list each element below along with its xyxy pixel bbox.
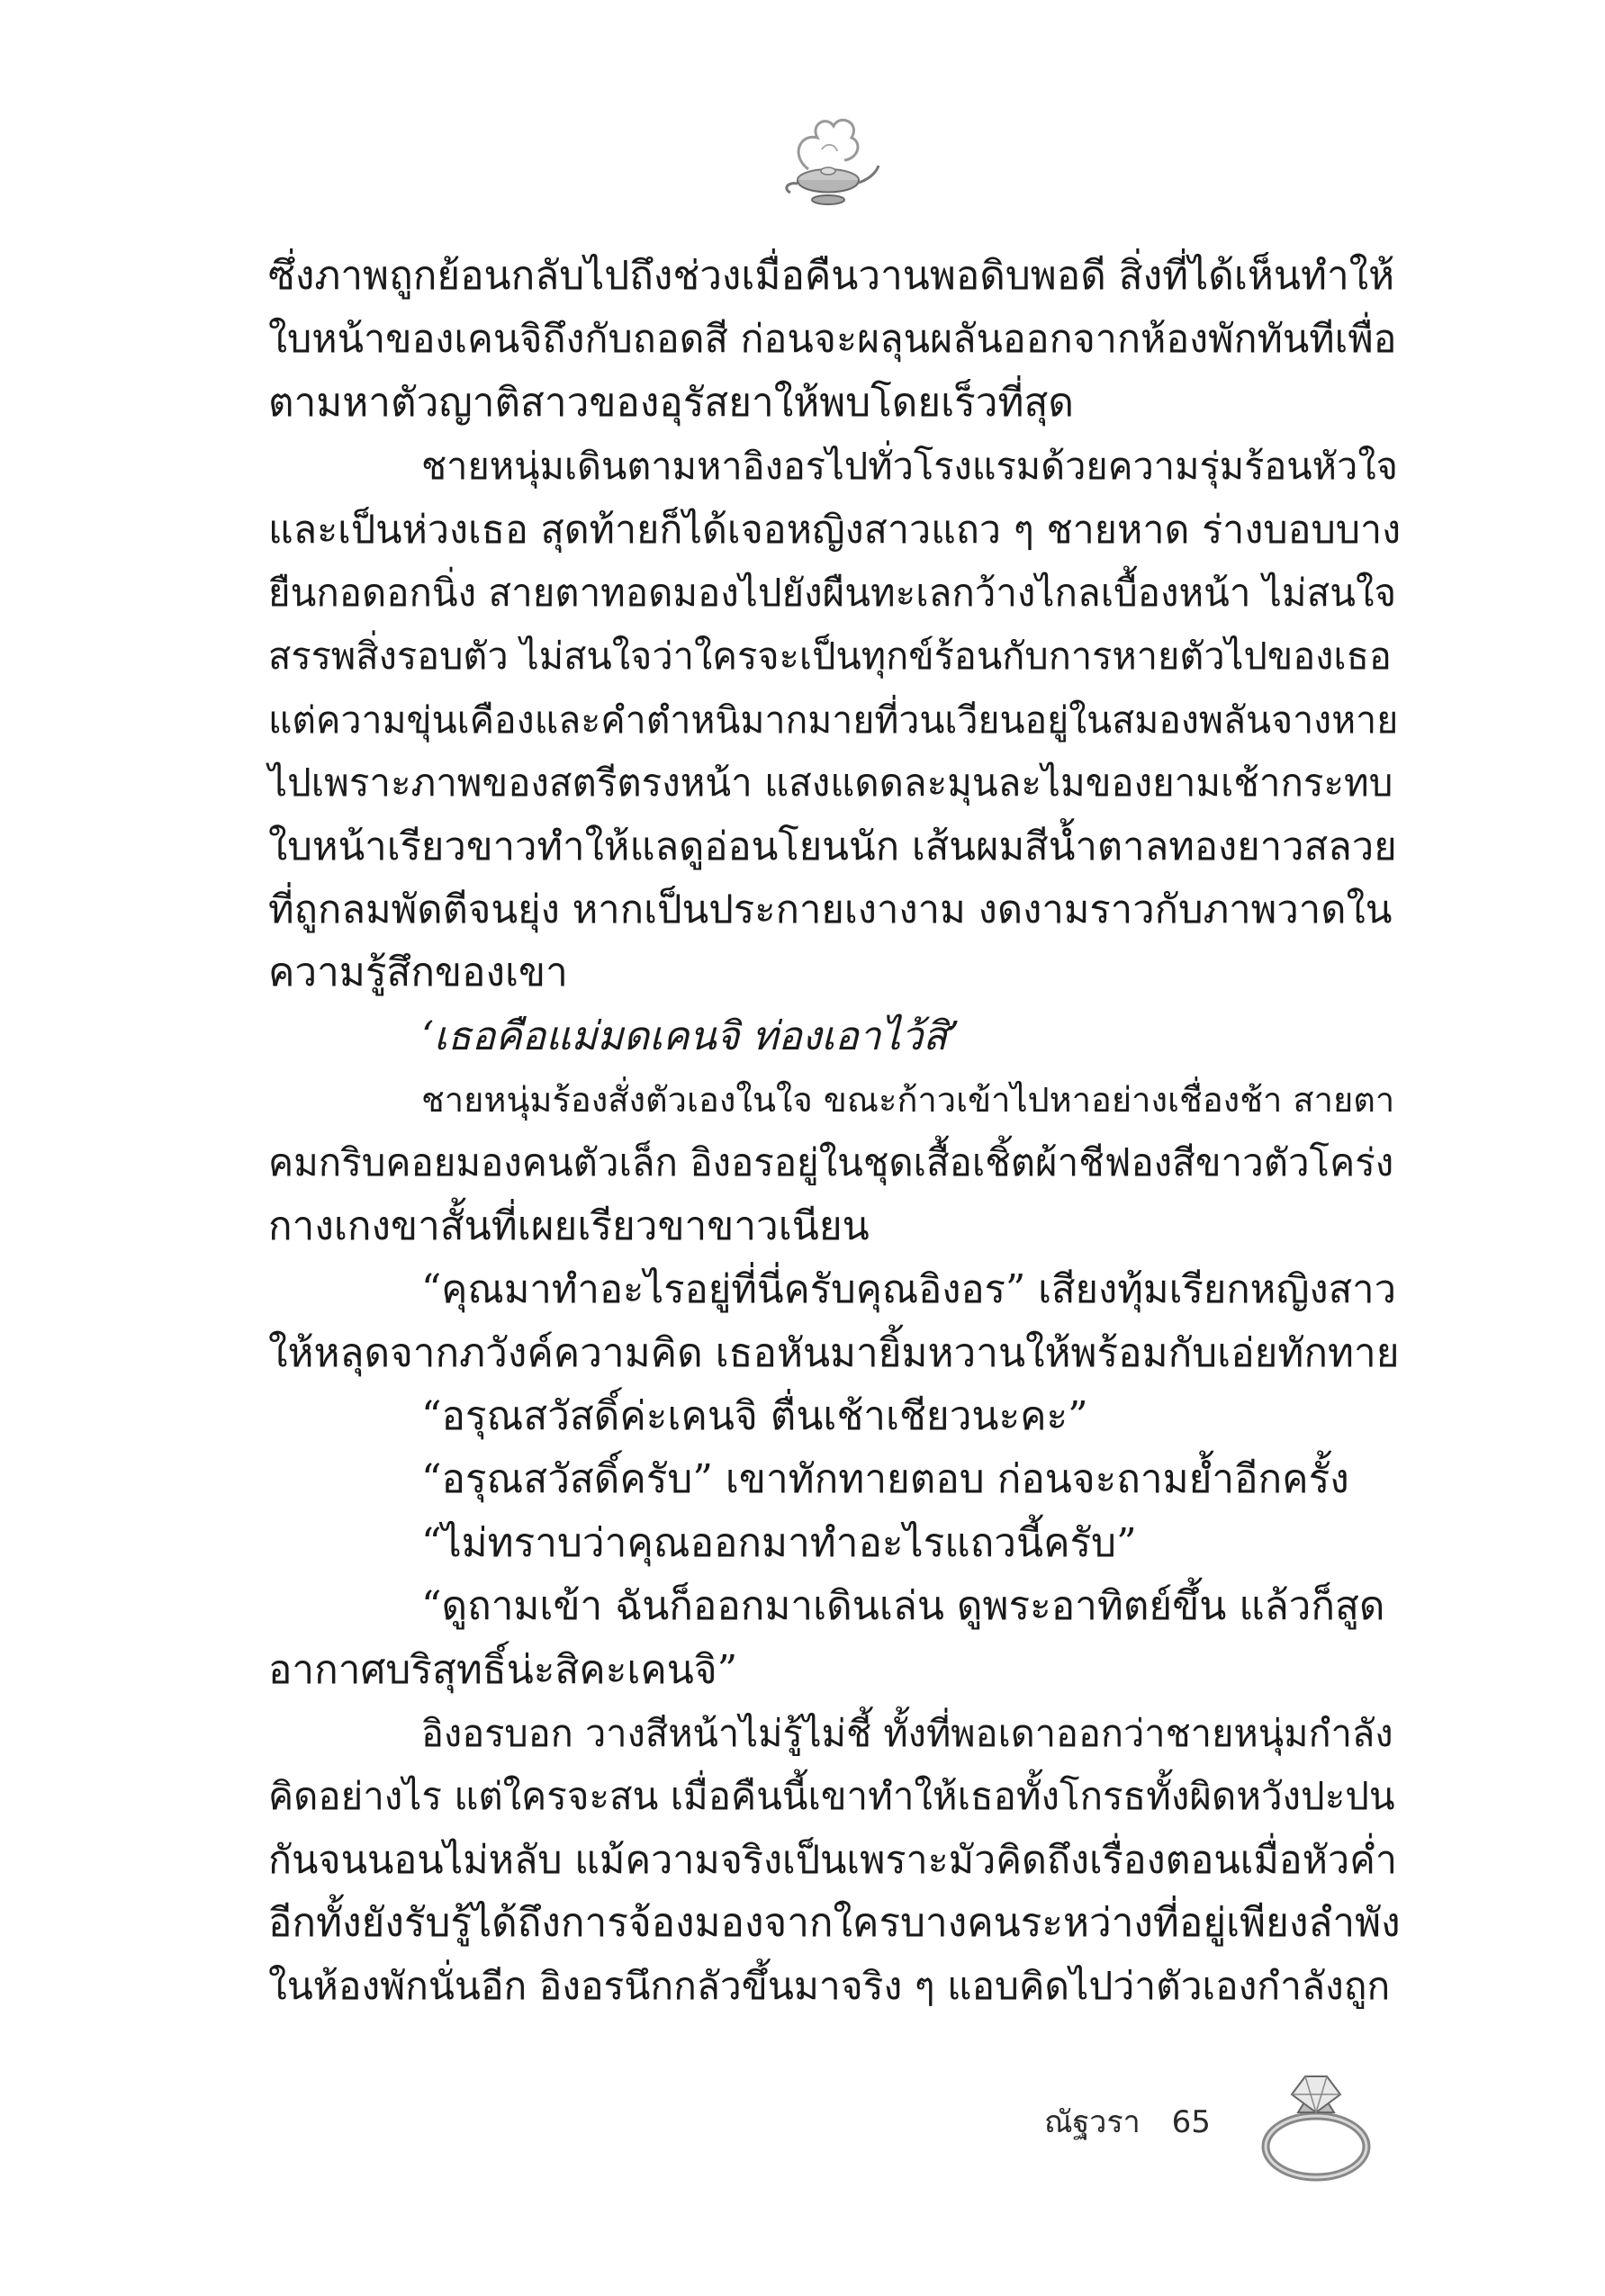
- diamond-ring-icon: [1251, 2057, 1377, 2192]
- text-line: คิดอย่างไร แต่ใครจะสน เมื่อคืนนี้เขาทำให้เธอทั้งโกรธทั้งผิดหวังปะปน: [268, 1774, 1395, 1819]
- text-line: แต่ความขุ่นเคืองและคำตำหนิมากมายที่วนเวียนอยู่ในสมองพลันจางหาย: [268, 698, 1399, 742]
- text-line: ในห้องพักนั่นอีก อิงอรนึกกลัวขึ้นมาจริง ๆ แอบคิดไปว่าตัวเองกำลังถูก: [268, 1964, 1391, 2009]
- text-line: ใบหน้าเรียวขาวทำให้แลดูอ่อนโยนนัก เส้นผมสีน้ำตาลทองยาวสลวย: [268, 824, 1397, 869]
- text-line: “ดูถามเข้า ฉันก็ออกมาเดินเล่น ดูพระอาทิตย์ขึ้น แล้วก็สูด: [421, 1583, 1385, 1630]
- text-line: ชายหนุ่มเดินตามหาอิงอรไปทั่วโรงแรมด้วยความรุ่มร้อนหัวใจ: [421, 444, 1398, 489]
- text-line: กางเกงขาสั้นที่เผยเรียวขาขาวเนียน: [268, 1202, 870, 1249]
- text-line: ชายหนุ่มร้องสั่งตัวเองในใจ ขณะก้าวเข้าไปหาอย่างเชื่องช้า สายตา: [421, 1080, 1395, 1121]
- text-line: ตามหาตัวญาติสาวของอุรัสยาให้พบโดยเร็วที่สุด: [268, 379, 1074, 426]
- text-line: และเป็นห่วงเธอ สุดท้ายก็ได้เจอหญิงสาวแถว ๆ ชายหาด ร่างบอบบาง: [268, 507, 1402, 553]
- text-line: ใบหน้าของเคนจิถึงกับถอดสี ก่อนจะผลุนผลันออกจากห้องพักทันทีเพื่อ: [268, 317, 1397, 363]
- footer-title: ณัฐวรา: [1044, 2104, 1141, 2140]
- page-footer: [1044, 2097, 1211, 2146]
- text-line: “คุณมาทำอะไรอยู่ที่นี่ครับคุณอิงอร” เสียงทุ้มเรียกหญิงสาว: [421, 1267, 1397, 1313]
- text-line: ให้หลุดจากภวังค์ความคิด เธอหันมายิ้มหวานให้พร้อมกับเอ่ยทักทาย: [268, 1329, 1400, 1376]
- text-line: ซึ่งภาพถูกย้อนกลับไปถึงช่วงเมื่อคืนวานพอดิบพอดี สิ่งที่ได้เห็นทำให้: [268, 253, 1395, 299]
- text-line: กันจนนอนไม่หลับ แม้ความจริงเป็นเพราะมัวคิดถึงเรื่องตอนเมื่อหัวค่ำ: [268, 1837, 1398, 1883]
- page-number: 65: [1171, 2104, 1211, 2140]
- text-line: ยืนกอดอกนิ่ง สายตาทอดมองไปยังผืนทะเลกว้างไกลเบื้องหน้า ไม่สนใจ: [268, 570, 1397, 615]
- body-text: [268, 245, 1402, 2019]
- text-line: “อรุณสวัสดิ์ครับ” เขาทักทายตอบ ก่อนจะถามย้ำอีกครั้ง: [421, 1456, 1349, 1503]
- text-line: “ไม่ทราบว่าคุณออกมาทำอะไรแถวนี้ครับ”: [421, 1519, 1137, 1566]
- text-line: ไปเพราะภาพของสตรีตรงหน้า แสงแดดละมุนละไมของยามเช้ากระทบ: [268, 761, 1393, 806]
- text-line: ‘เธอคือแม่มดเคนจิ ท่องเอาไว้สิ’: [421, 1013, 960, 1059]
- text-line: “อรุณสวัสดิ์ค่ะเคนจิ ตื่นเช้าเชียวนะคะ”: [421, 1393, 1088, 1440]
- text-line: สรรพสิ่งรอบตัว ไม่สนใจว่าใครจะเป็นทุกข์ร้อนกับการหายตัวไปของเธอ: [268, 634, 1392, 679]
- text-line: อากาศบริสุทธิ์น่ะสิคะเคนจิ”: [268, 1646, 738, 1693]
- text-line: คมกริบคอยมองคนตัวเล็ก อิงอรอยู่ในชุดเสื้อเชิ้ตผ้าชีฟองสีขาวตัวโคร่ง: [268, 1140, 1394, 1185]
- text-line: อีกทั้งยังรับรู้ได้ถึงการจ้องมองจากใครบางคนระหว่างที่อยู่เพียงลำพัง: [268, 1900, 1401, 1947]
- magic-lamp-icon: [772, 106, 880, 223]
- text-line: อิงอรบอก วางสีหน้าไม่รู้ไม่ชี้ ทั้งที่พอเดาออกว่าชายหนุ่มกำลัง: [421, 1710, 1393, 1755]
- text-line: ที่ถูกลมพัดตีจนยุ่ง หากเป็นประกายเงางาม งดงามราวกับภาพวาดใน: [268, 887, 1393, 932]
- text-line: ความรู้สึกของเขา: [268, 950, 568, 996]
